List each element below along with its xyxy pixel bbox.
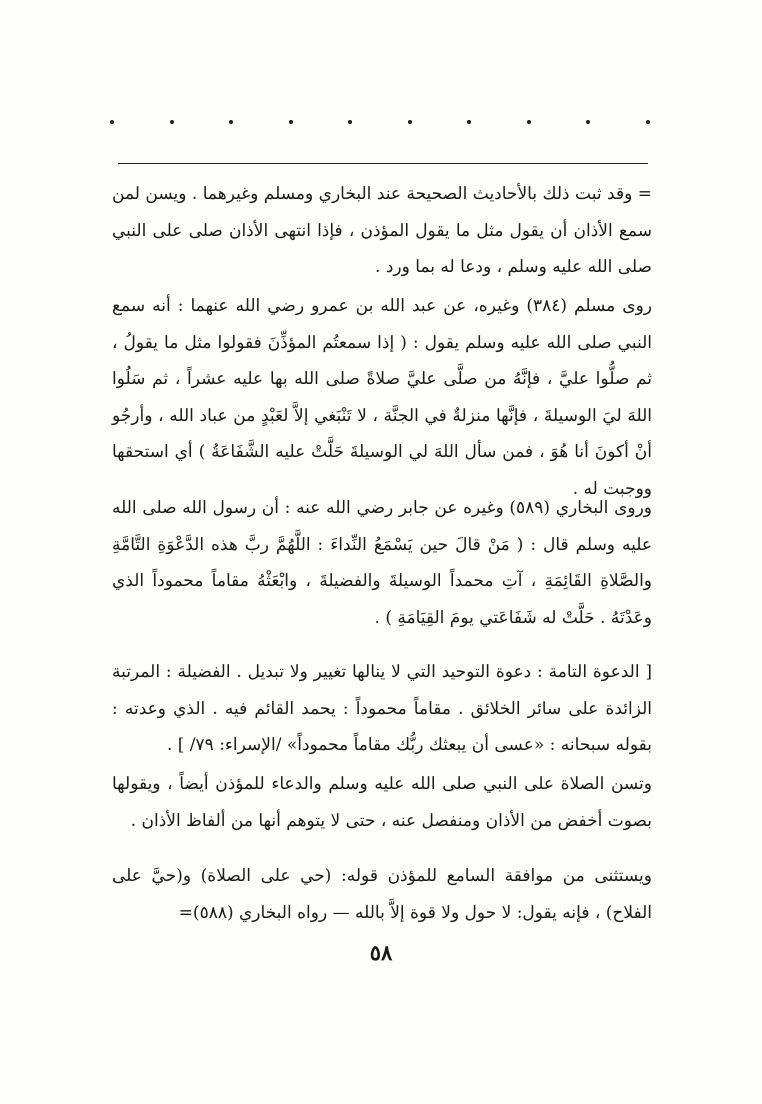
paragraph-text: = وقد ثبت ذلك بالأحاديث الصحيحة عند البخاري ومسلم وغيرهما . ويسن لمن سمع الأذان أن يقول مثل ما يقول المؤذن ، فإذا انتهى الأذان صلى على النبي صلى الله عليه وسلم ، ودعا له بما ورد . [112, 184, 652, 277]
paragraph-exception [112, 858, 652, 931]
paragraph-bukhari-hadith [112, 490, 652, 636]
paragraph-glossary [112, 654, 652, 764]
paragraph-muslim-hadith [112, 288, 652, 507]
paragraph-text: روى مسلم (٣٨٤) وغيره، عن عبد الله بن عمرو رضي الله عنهما : أنه سمع النبي صلى الله عليه وسلم يقول : ( إذا سمعتُم المؤذِّنَ فقولوا مثل ما يقولُ ، ثم صلُّوا عليَّ ، فإنَّهُ من صلَّى عليَّ صلاةً صلى الله بها عليه عشراً ، ثم سَلُوا اللهَ ليَ الوسيلةَ ، فإنَّها منزلةٌ في الجنَّة ، لا تَنْبَغي إلاَّ لعَبْدٍ من عباد الله ، وأرجُو أنْ أكونَ أنا هُوَ ، فمن سأل اللهَ لي الوسيلةَ حَلَّتْ عليه الشَّفَاعَةُ ) أي استحقها ووجبت له . [112, 296, 652, 499]
separator-dot [289, 120, 293, 124]
separator-dot [229, 120, 233, 124]
separator-dot [527, 120, 531, 124]
paragraph-text: ويستثنى من موافقة السامع للمؤذن قوله: (حي على الصلاة) و(حيَّ على الفلاح) ، فإنه يقول: لا حول ولا قوة إلاَّ بالله — رواه البخاري (٥٨٨)= [112, 866, 652, 923]
separator-dot [467, 120, 471, 124]
separator-dot [408, 120, 412, 124]
separator-dot [110, 120, 114, 124]
paragraph-salat-note [112, 766, 652, 839]
paragraph-text: وروى البخاري (٥٨٩) وغيره عن جابر رضي الله عنه : أن رسول الله صلى الله عليه وسلم قال : ( مَنْ قالَ حين يَسْمَعُ النِّداءَ : اللَّهُمَّ ربَّ هذه الدَّعْوَةِ التَّامَّةِ والصَّلاةِ القَائِمَةِ ، آتِ محمداً الوسيلةَ والفضيلةَ ، وابْعَثْهُ مقاماً محموداً الذي وعَدْتَهُ . حَلَّتْ له شَفَاعَتي يومَ القِيَامَةِ ) . [112, 498, 653, 628]
header-rule [118, 163, 648, 164]
separator-dots [110, 120, 650, 140]
page-number: ٥٨ [369, 940, 393, 965]
paragraph-text: وتسن الصلاة على النبي صلى الله عليه وسلم والدعاء للمؤذن أيضاً ، ويقولها بصوت أخفض من الأذان ومنفصل عنه ، حتى لا يتوهم أنها من ألفاظ الأذان . [112, 774, 652, 831]
paragraph-continuation [112, 176, 652, 286]
paragraph-text: [ الدعوة التامة : دعوة التوحيد التي لا ينالها تغيير ولا تبديل . الفضيلة : المرتبة الزائدة على سائر الخلائق . مقاماً محموداً : يحمد القائم فيه . الذي وعدته : بقوله سبحانه : «عسى أن يبعثك ربُّك مقاماً محموداً» /الإسراء: ٧٩/ ] . [112, 662, 652, 755]
separator-dot [646, 120, 650, 124]
separator-dot [586, 120, 590, 124]
separator-dot [170, 120, 174, 124]
separator-dot [348, 120, 352, 124]
